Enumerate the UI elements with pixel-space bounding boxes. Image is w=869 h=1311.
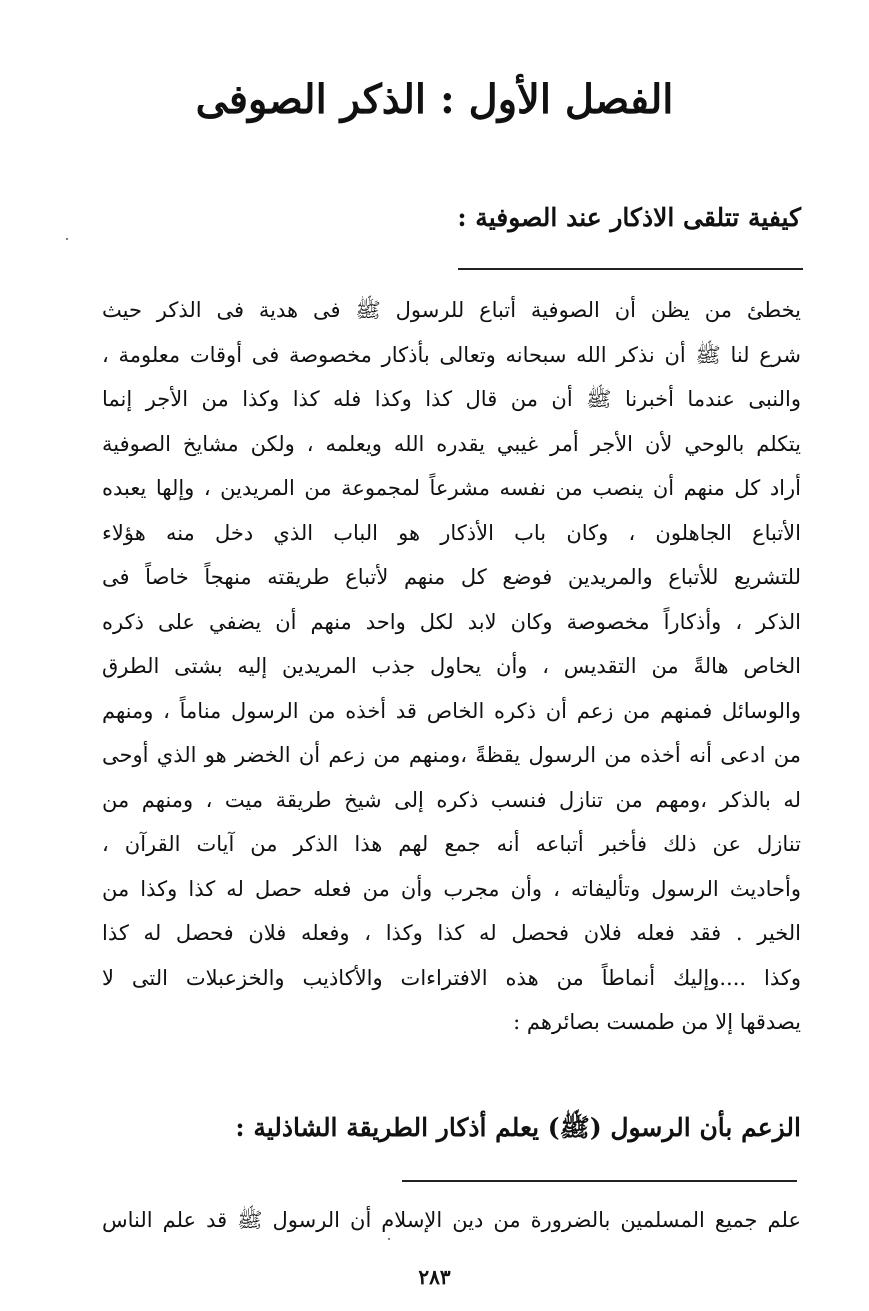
paragraph-line: أراد كل منهم أن ينصب من نفسه مشرعاً لمجموعة من المريدين ، وإلها يعبده [102, 476, 801, 500]
heading-underline-rule [402, 1180, 797, 1182]
paragraph-line: يخطئ من يظن أن الصوفية أتباع للرسول ﷺ فى هدية فى الذكر حيث [102, 298, 801, 322]
heading-underline-rule [458, 268, 803, 270]
paragraph-line: له بالذكر ،ومهم من تنازل فنسب ذكره إلى شيخ طريقة ميت ، ومنهم من [102, 787, 801, 812]
scan-speck [66, 238, 68, 240]
paragraph-line: يتكلم بالوحي لأن الأجر أمر غيبي يقدره الله ويعلمه ، ولكن مشايخ الصوفية [102, 431, 801, 456]
paragraph-line: وكذا ....وإليك أنماطاً من هذه الافتراءات والأكاذيب والخزعبلات التى لا [102, 965, 801, 990]
section-body-paragraph [102, 288, 801, 1045]
paragraph-line: شرع لنا ﷺ أن نذكر الله سبحانه وتعالى بأذكار مخصوصة فى أوقات معلومة ، [102, 342, 801, 367]
section-heading-how-adhkar-received: كيفية تتلقى الاذكار عند الصوفية : [457, 203, 801, 232]
paragraph-line: يصدقها إلا من طمست بصائرهم : [513, 1010, 801, 1034]
paragraph-line: الذكر ، وأذكاراً مخصوصة وكان لابد لكل واحد منهم أن يضفي على ذكره [102, 609, 801, 634]
section-heading-shadhili-claim: الزعم بأن الرسول (ﷺ) يعلم أذكار الطريقة الشاذلية : [235, 1113, 801, 1142]
paragraph-line: تنازل عن ذلك فأخبر أتباعه أنه جمع لهم هذا الذكر من آيات القرآن ، [102, 832, 801, 856]
paragraph-line: من ادعى أنه أخذه من الرسول يقظةً ،ومنهم من زعم أن الخضر هو الذي أوحى [102, 743, 801, 767]
section-body-paragraph: علم جميع المسلمين بالضرورة من دين الإسلام أن الرسول ﷺ قد علم الناس [102, 1208, 801, 1232]
page-number: ٢٨٣ [418, 1265, 451, 1289]
paragraph-line: وأحاديث الرسول وتأليفاته ، وأن مجرب وأن من فعله حصل له كذا وكذا من [102, 876, 801, 901]
paragraph-line: الأتباع الجاهلون ، وكان باب الأذكار هو الباب الذي دخل منه هؤلاء [102, 520, 801, 545]
paragraph-line: الخاص هالةً من التقديس ، وأن يحاول جذب المريدين إليه بشتى الطرق [102, 654, 801, 678]
scan-speck [388, 1238, 390, 1240]
paragraph-line: والوسائل فمنهم من زعم أن ذكره الخاص قد أخذه من الرسول مناماً ، ومنهم [102, 698, 801, 723]
paragraph-line: للتشريع للأتباع والمريدين فوضع كل منهم لأتباع طريقته منهجاً خاصاً فى [102, 565, 801, 589]
chapter-title: الفصل الأول : الذكر الصوفى [195, 76, 674, 123]
paragraph-line: والنبى عندما أخبرنا ﷺ أن من قال كذا وكذا فله كذا وكذا من الأجر إنما [102, 387, 801, 411]
paragraph-line: الخير . فقد فعله فلان فحصل له كذا وكذا ، وفعله فلان فحصل له كذا [102, 921, 801, 945]
